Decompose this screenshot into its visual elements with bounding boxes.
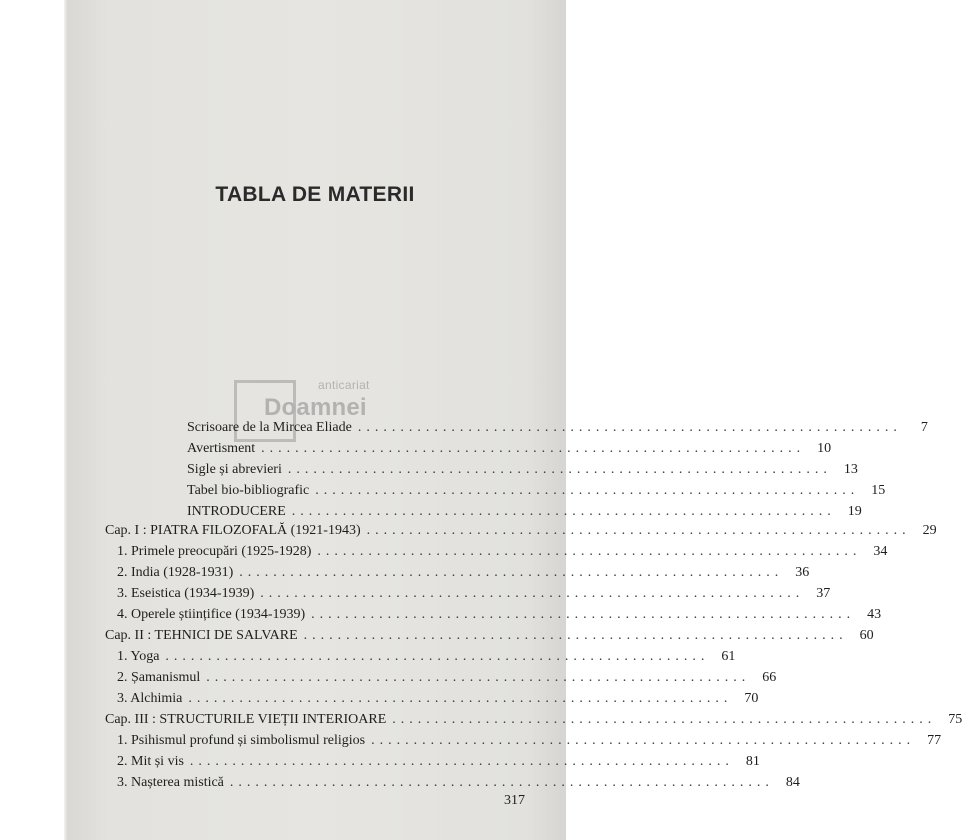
toc-entry [187,461,858,479]
toc-entry [187,482,886,500]
toc-entry-label: Cap. II : TEHNICI DE SALVARE [105,628,298,643]
toc-leader: ................................................................ [260,586,805,601]
toc-entry-label: 4. Operele științifice (1934-1939) [117,607,306,622]
toc-entry-label: Cap. III : STRUCTURILE VIEȚII INTERIOARE [105,712,387,727]
toc-leader: ................................................................ [189,754,734,769]
toc-entry-page: 15 [871,483,886,498]
toc-entry-label: 2. India (1928-1931) [117,565,234,580]
watermark-small-text: anticariat [318,378,370,392]
toc-entry-page: 70 [744,691,759,706]
toc-entry-page: 34 [873,544,888,559]
toc-leader: ................................................................ [311,607,856,622]
toc-entry-page: 77 [927,733,942,748]
toc-entry-page: 75 [948,712,962,727]
toc-leader: ................................................................ [392,712,937,727]
watermark-big-text: Doamnei [264,394,367,421]
toc-chapter [105,522,937,540]
toc-leader: ................................................................ [287,462,832,477]
toc-leader: ................................................................ [206,670,751,685]
toc-chapter [105,627,874,645]
toc-entry-page: 37 [816,586,831,601]
toc-entry [117,585,831,603]
toc-entry-label: 1. Psihismul profund și simbolismul religios [117,733,366,748]
toc-entry-page: 61 [721,649,736,664]
toc-entry-label: 3. Alchimia [117,691,183,706]
toc-entry-label: Avertisment [187,441,256,456]
toc-entry-page: 84 [785,775,800,790]
toc-entry-page: 66 [762,670,777,685]
toc-entry-page: 81 [745,754,760,769]
toc-entry-label: 2. Șamanismul [117,670,201,685]
toc-entry-label: INTRODUCERE [187,504,286,519]
toc-entry-page: 60 [859,628,874,643]
toc-entry-label: 3. Eseistica (1934-1939) [117,586,255,601]
toc-leader: ................................................................ [165,649,710,664]
toc-leader: ................................................................ [291,504,836,519]
toc-entry [117,564,810,582]
toc-entry-label: 3. Nașterea mistică [117,775,224,790]
toc-entry [117,774,800,792]
toc-entry [187,419,928,437]
toc-entry-page: 43 [867,607,882,622]
toc-entry-label: Tabel bio-bibliografic [187,483,310,498]
toc-leader: ................................................................ [229,775,774,790]
toc-entry [117,690,759,708]
toc-entry-label: Scrisoare de la Mircea Eliade [187,420,352,435]
toc-entry-page: 7 [920,420,928,435]
toc-leader: ................................................................ [261,441,806,456]
toc-entry-page: 13 [843,462,858,477]
toc-entry [117,753,760,771]
toc-entry-label: 1. Yoga [117,649,160,664]
toc-entry-label: Sigle și abrevieri [187,462,282,477]
toc-entry [117,732,942,750]
toc-leader: ................................................................ [188,691,733,706]
toc-leader: ................................................................ [317,544,862,559]
toc-entry-label: Cap. I : PIATRA FILOZOFALĂ (1921-1943) [105,523,361,538]
page-number: 317 [504,793,525,808]
toc-entry-page: 10 [817,441,832,456]
page-title: TABLA DE MATERII [215,183,415,206]
toc-leader: ................................................................ [239,565,784,580]
toc-entry [117,669,777,687]
toc-entry-page: 19 [847,504,862,519]
toc-leader: ................................................................ [366,523,911,538]
toc-entry [117,543,888,561]
toc-chapter [105,711,962,729]
toc-leader: ................................................................ [315,483,860,498]
toc-entry [117,606,882,624]
toc-leader: ................................................................ [357,420,902,435]
toc-entry [187,503,862,521]
watermark-logo [234,378,394,448]
toc-entry-page: 36 [795,565,810,580]
toc-entry [187,440,832,458]
toc-leader: ................................................................ [371,733,916,748]
toc-entry-label: 2. Mit și vis [117,754,184,769]
toc-leader: ................................................................ [303,628,848,643]
toc-entry-page: 29 [922,523,937,538]
toc-entry-label: 1. Primele preocupări (1925-1928) [117,544,312,559]
toc-entry [117,648,736,666]
